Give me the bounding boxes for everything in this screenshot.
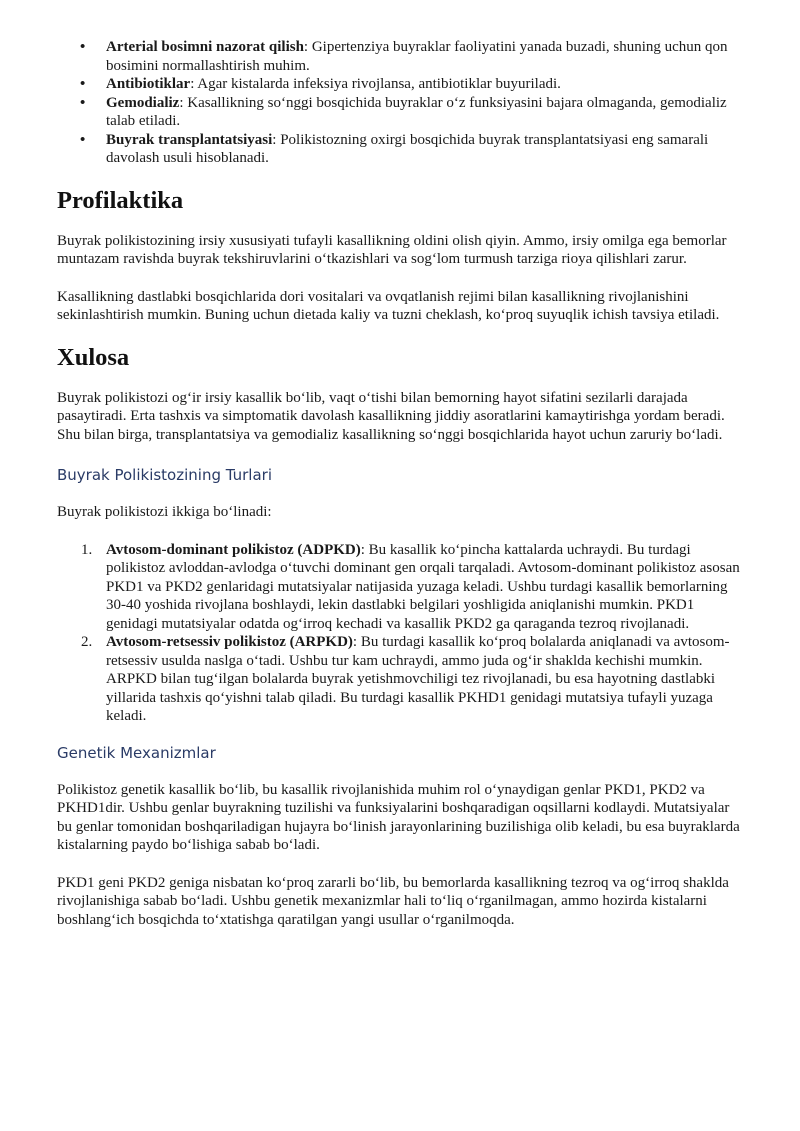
profilaktika-heading: Profilaktika — [57, 186, 184, 214]
list-item — [106, 38, 743, 75]
list-item-text: : Polikistozning oxirgi bosqichida buyrak transplantatsiyasi eng samarali davolash usuli hisoblanadi. — [106, 131, 709, 166]
document-page — [57, 38, 743, 929]
treatment-list — [57, 38, 743, 168]
list-item — [81, 541, 743, 634]
list-item — [106, 131, 743, 168]
list-item-number: 2. — [81, 634, 93, 650]
xulosa-paragraph: Buyrak polikistozi og‘ir irsiy kasallik bo‘lib, vaqt o‘tishi bilan bemorning hayot sifatini sezilarli darajada pasaytiradi. Erta tashxis va simptomatik davolash kasallikning jiddiy asoratlarini kamaytirishga yordam beradi. Shu bilan birga, transplantatsiya va gemodializ kasallikning so‘nggi bosqichlarida hayot uchun zaruriy bo‘ladi. — [57, 389, 725, 443]
list-item-term: Arterial bosimni nazorat qilish — [106, 39, 304, 55]
list-item-text: : Bu kasallik ko‘pincha kattalarda uchraydi. Bu turdagi polikistoz avloddan-avlodga o‘tuvchi dominant gen orqali tarqaladi. Avtosom-dominant polikistoz asosan PKD1 va PKD2 genlaridagi mutatsiyalar natijasida yuzaga keladi. Ushbu turdagi kasallik bemorlarning 30-40 yoshida rivojlana boshlaydi, lekin dastlabki belgilari yoshligida aniqlanishi mumkin. PKD1 genidagi mutatsiyalar odatda og‘irroq kechadi va kasallik PKD2 ga qaraganda tezroq rivojlanadi. — [106, 541, 740, 632]
types-list — [57, 541, 743, 726]
turlari-intro: Buyrak polikistozi ikkiga bo‘linadi: — [57, 504, 272, 520]
xulosa-heading: Xulosa — [57, 343, 130, 371]
genetik-heading: Genetik Mexanizmlar — [57, 743, 216, 762]
list-item-term: Buyrak transplantatsiyasi — [106, 131, 273, 148]
turlari-heading: Buyrak Polikistozining Turlari — [57, 466, 273, 484]
list-item-number: 1. — [81, 541, 93, 558]
list-item-text: : Gipertenziya buyraklar faoliyatini yanada buzadi, shuning uchun qon bosimini normallashtirish muhim. — [106, 39, 728, 74]
list-item — [106, 75, 743, 94]
list-item — [106, 94, 743, 131]
list-item-term: Avtosom-retsessiv polikistoz (ARPKD) — [106, 634, 353, 650]
list-item-term: Antibiotiklar — [106, 76, 191, 92]
profilaktika-paragraph-1: Buyrak polikistozining irsiy xususiyati tufayli kasallikning oldini olish qiyin. Ammo, irsiy omilga ega bemorlar muntazam ravishda buyrak tekshiruvlarini o‘tkazishlari va sog‘lom turmush tarziga rioya qilishlari zarur. — [57, 232, 727, 267]
list-item — [81, 633, 743, 726]
genetik-paragraph-1: Polikistoz genetik kasallik bo‘lib, bu kasallik rivojlanishida muhim rol o‘ynaydigan genlar PKD1, PKD2 va PKHD1dir. Ushbu genlar buyrakning tuzilishi va funksiyalarini boshqaradigan oqsillarni kodlaydi. Mutatsiyalar bu genlar tomonidan boshqariladigan hujayra bo‘linish jarayonlarining buzilishiga olib keladi, bu esa buyraklarda kistalarning paydo bo‘lishiga sabab bo‘ladi. — [57, 781, 740, 853]
list-item-text: : Bu turdagi kasallik ko‘proq bolalarda aniqlanadi va avtosom-retsessiv usulda naslga o‘tadi. Ushbu tur kam uchraydi, ammo juda og‘ir shaklda kechishi mumkin. ARPKD bilan tug‘ilgan bolalarda buyrak yetishmovchiligi tez rivojlanadi, bu esa hayotning dastlabki yillarida tashxis qo‘yishni talab qiladi. Bu turdagi kasallik PKHD1 genidagi mutatsiya tufayli yuzaga keladi. — [106, 634, 730, 724]
list-item-text: : Kasallikning so‘nggi bosqichida buyraklar o‘z funksiyasini bajara olmaganda, gemodializ talab etiladi. — [106, 94, 727, 129]
genetik-paragraph-2: PKD1 geni PKD2 geniga nisbatan ko‘proq zararli bo‘lib, bu bemorlarda kasallikning tezroq va og‘irroq shaklda rivojlanishiga sabab bo‘ladi. Ushbu genetik mexanizmlar hali to‘liq o‘rganilmagan, ammo hozirda kistalarni boshlang‘ich bosqichda to‘xtatishga qaratilgan yangi usullar o‘rganilmoqda. — [57, 874, 729, 928]
list-item-text: : Agar kistalarda infeksiya rivojlansa, antibiotiklar buyuriladi. — [190, 76, 561, 92]
list-item-term: Avtosom-dominant polikistoz (ADPKD) — [106, 541, 361, 558]
profilaktika-paragraph-2: Kasallikning dastlabki bosqichlarida dori vositalari va ovqatlanish rejimi bilan kasallikning rivojlanishini sekinlashtirish mumkin. Buning uchun dietada kaliy va tuzni cheklash, ko‘proq suyuqlik ichish tavsiya etiladi. — [57, 288, 720, 323]
list-item-term: Gemodializ — [106, 94, 180, 111]
